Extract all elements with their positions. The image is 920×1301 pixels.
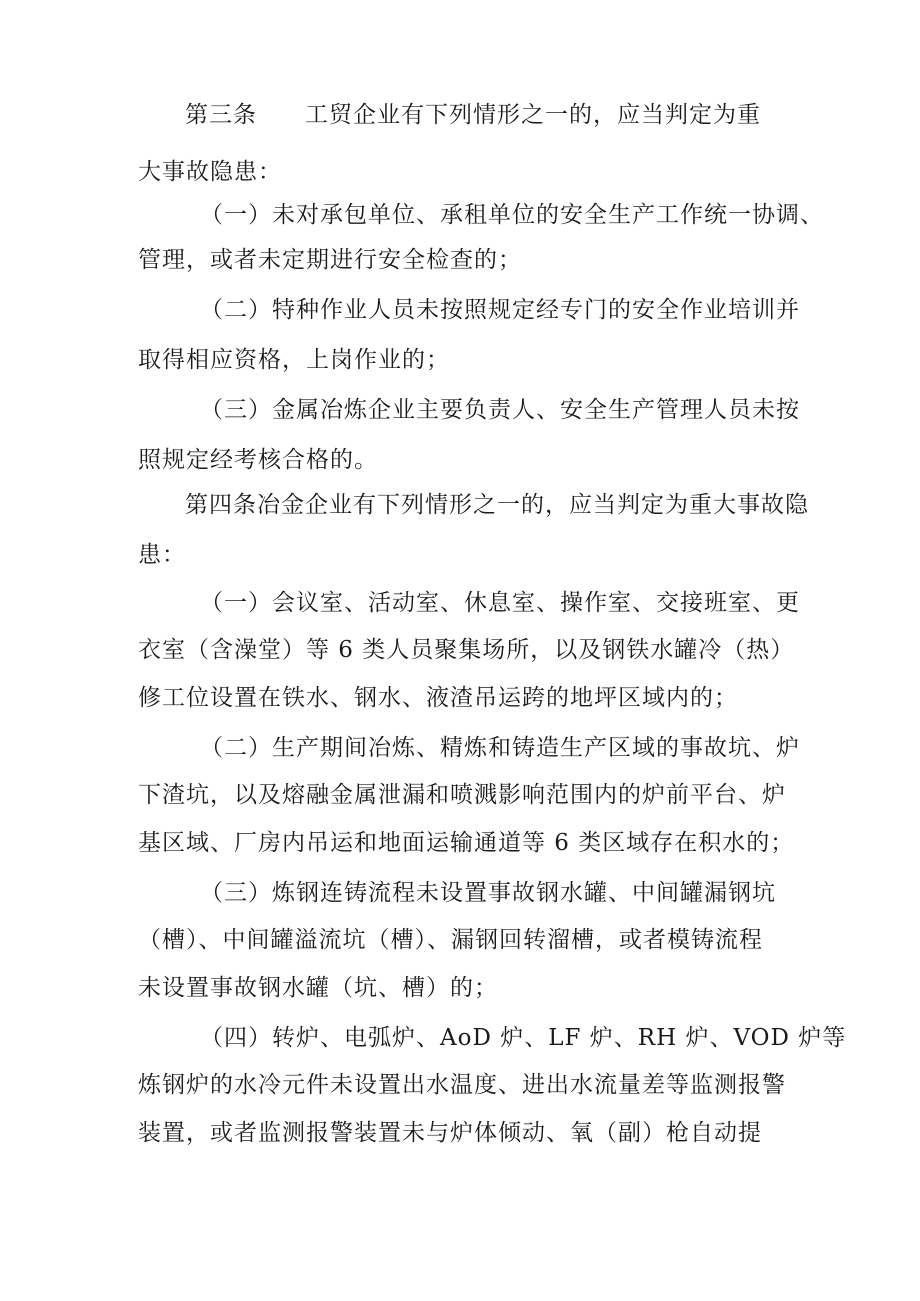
article4-item4-line3: 装置，或者监测报警装置未与炉体倾动、氧（副）枪自动提 [138,1120,762,1146]
article3-item3-line1: （三）金属冶炼企业主要负责人、安全生产管理人员未按 [200,397,800,423]
article4-intro-line2: 患： [138,542,186,568]
article4-item2-line2: 下渣坑，以及熔融金属泄漏和喷溅影响范围内的炉前平台、炉 [138,782,786,808]
article4-item3-line3: 未设置事故钢水罐（坑、槽）的； [138,975,498,1001]
article3-item1-line2: 管理，或者未定期进行安全检查的； [138,247,522,273]
article4-intro-line1: 第四条冶金企业有下列情形之一的，应当判定为重大事故隐 [185,492,809,518]
article4-item3-line2: （槽）、中间罐溢流坑（槽）、漏钢回转溜槽，或者模铸流程 [138,927,763,953]
article4-item1-line1: （一）会议室、活动室、休息室、操作室、交接班室、更 [200,590,800,616]
article4-item2-line3: 基区域、厂房内吊运和地面运输通道等 6 类区域存在积水的； [138,830,795,856]
article3-item1-line1: （一）未对承包单位、承租单位的安全生产工作统一协调、 [200,202,824,228]
article4-item1-line3: 修工位设置在铁水、钢水、液渣吊运跨的地坪区域内的； [138,685,738,711]
article3-intro-line2: 大事故隐患： [138,159,282,185]
article4-item4-line1: （四）转炉、电弧炉、AoD 炉、LF 炉、RH 炉、VOD 炉等 [200,1025,847,1051]
article3-item2-line1: （二）特种作业人员未按照规定经专门的安全作业培训并 [200,297,800,323]
article3-intro-line1 [185,100,761,130]
article3-intro-text: 工贸企业有下列情形之一的，应当判定为重 [305,102,761,128]
article4-item2-line1: （二）生产期间冶炼、精炼和铸造生产区域的事故坑、炉 [200,735,800,761]
article3-item3-line2: 照规定经考核合格的。 [138,447,378,473]
article3-heading: 第三条 [185,102,257,128]
article4-item3-line1: （三）炼钢连铸流程未设置事故钢水罐、中间罐漏钢坑 [200,880,776,906]
article4-item1-line2: 衣室（含澡堂）等 6 类人员聚集场所，以及钢铁水罐冷（热） [138,637,795,663]
article3-item2-line2: 取得相应资格，上岗作业的； [138,347,450,373]
article4-item4-line2: 炼钢炉的水冷元件未设置出水温度、进出水流量差等监测报警 [138,1072,786,1098]
